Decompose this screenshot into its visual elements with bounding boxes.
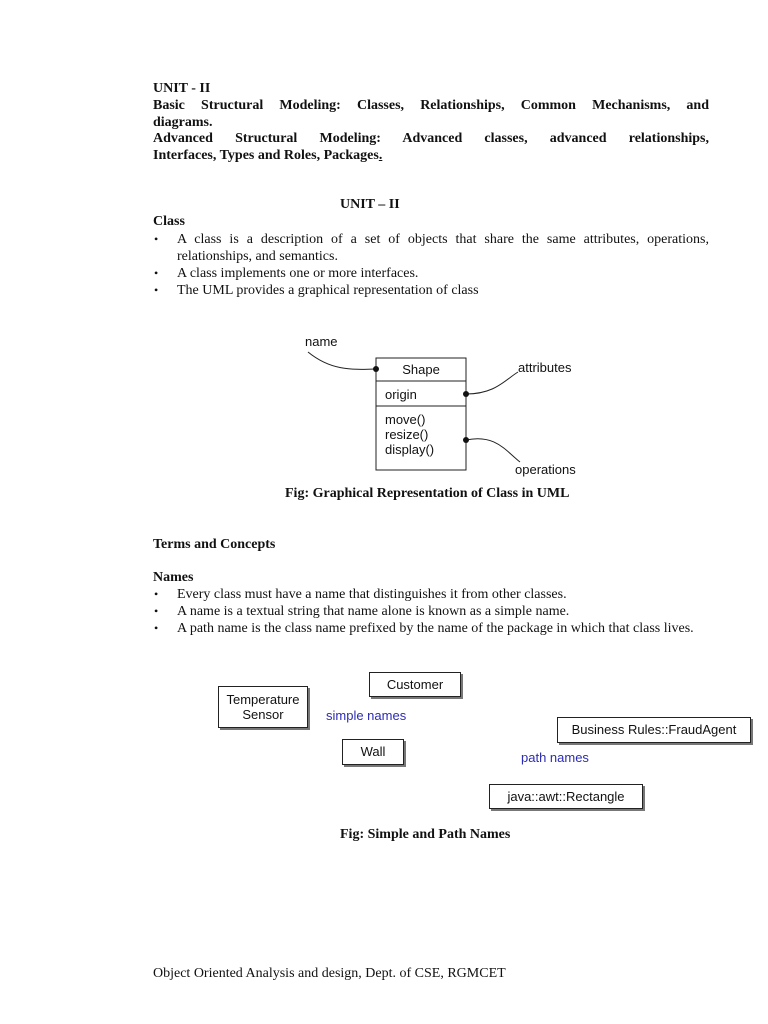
operation-resize: resize()	[385, 427, 429, 442]
class-heading: Class	[153, 214, 185, 229]
terms-heading: Terms and Concepts	[153, 537, 276, 552]
basic-modeling-line2: diagrams.	[153, 115, 213, 130]
operations-leader-line	[466, 439, 520, 462]
names-bullet-1: • Every class must have a name that distinguishes it from other classes.	[153, 586, 709, 603]
class-attribute-origin: origin	[385, 387, 417, 402]
names-bullet-3: • A path name is the class name prefixed by the name of the package in which that class lives.	[153, 620, 709, 637]
fig1-caption: Fig: Graphical Representation of Class in UML	[285, 486, 570, 501]
fig1-operations-label: operations	[515, 462, 576, 477]
fig2-caption: Fig: Simple and Path Names	[340, 827, 511, 842]
basic-modeling-line1: Basic Structural Modeling: Classes, Relationships, Common Mechanisms, and	[153, 98, 709, 113]
advanced-modeling-line1: Advanced Structural Modeling: Advanced classes, advanced relationships,	[153, 131, 709, 146]
temperature-sensor-line1: Temperature	[226, 692, 300, 707]
advanced-topics: Interfaces, Types and Roles, Packages	[153, 148, 379, 163]
class-bullet-2: • A class implements one or more interfaces.	[153, 265, 709, 282]
fraud-agent-box: Business Rules::FraudAgent	[557, 717, 751, 743]
attributes-leader-line	[466, 372, 518, 394]
java-rectangle-box: java::awt::Rectangle	[489, 784, 643, 809]
class-name-shape: Shape	[402, 362, 440, 377]
fig1-name-label: name	[305, 334, 338, 349]
path-names-label: path names	[521, 750, 589, 765]
page-footer: Object Oriented Analysis and design, Dept. of CSE, RGMCET	[153, 966, 506, 981]
class-operations	[385, 412, 434, 457]
customer-box: Customer	[369, 672, 461, 697]
simple-names-label: simple names	[326, 708, 407, 723]
unit-title: UNIT - II	[153, 81, 211, 96]
attributes-connector-dot	[463, 391, 469, 397]
operation-move: move()	[385, 412, 426, 427]
class-bullet-3: • The UML provides a graphical representation of class	[153, 282, 709, 299]
names-bullet-2: • A name is a textual string that name alone is known as a simple name.	[153, 603, 709, 620]
names-heading: Names	[153, 570, 194, 585]
names-bullet-list	[153, 586, 709, 637]
wall-box: Wall	[342, 739, 404, 765]
operations-connector-dot	[463, 437, 469, 443]
advanced-topics-period: .	[378, 148, 383, 163]
center-unit-title: UNIT – II	[340, 197, 400, 212]
uml-class-figure	[290, 330, 600, 480]
fig1-attributes-label: attributes	[518, 360, 572, 375]
operation-display: display()	[385, 442, 435, 457]
name-leader-line	[308, 352, 376, 369]
class-bullet-1: • A class is a description of a set of objects that share the same attributes, operations, relationships, and semantics.	[153, 231, 709, 265]
temperature-sensor-line2: Sensor	[242, 707, 284, 722]
temperature-sensor-box	[218, 686, 308, 728]
class-bullet-list	[153, 231, 709, 299]
advanced-modeling-line2	[153, 147, 382, 164]
